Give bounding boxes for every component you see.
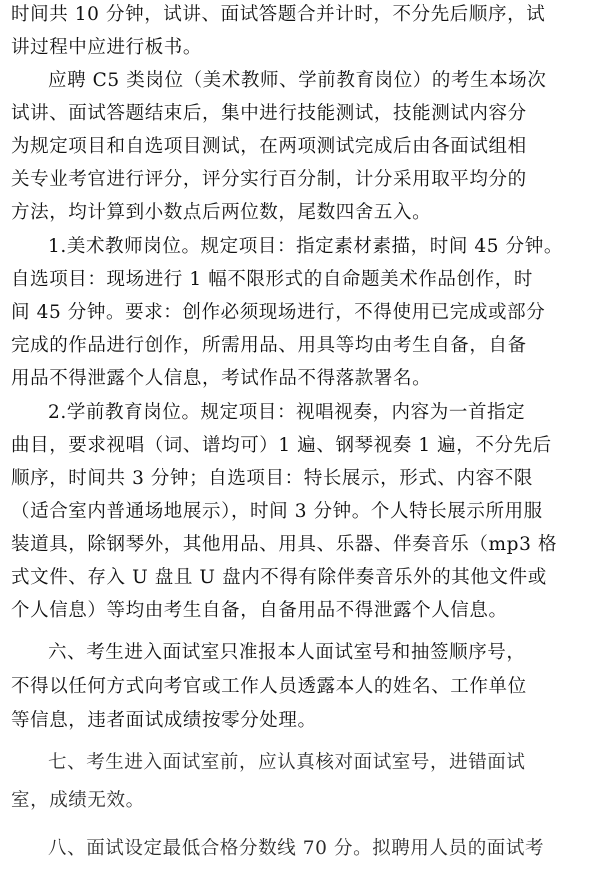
text-line: 式文件、存入 U 盘且 U 盘内不得有除伴奏音乐外的其他文件或 [11,567,547,588]
text-line: 不得以任何方式向考官或工作人员透露本人的姓名、工作单位 [11,676,527,697]
text-line: 间 45 分钟。要求：创作必须现场进行，不得使用已完成或部分 [11,302,546,323]
text-line: 装道具，除钢琴外，其他用品、用具、乐器、伴奏音乐（mp3 格 [11,534,558,555]
text-line: 七、考生进入面试室前，应认真核对面试室号，进错面试 [48,752,526,773]
text-line: 完成的作品进行创作，所需用品、用具等均由考生自备，自备 [11,335,527,356]
text-line: 关专业考官进行评分，评分实行百分制，计分采用取平均分的 [11,169,527,190]
text-line: 六、考生进入面试室只准报本人面试室号和抽签顺序号， [48,642,526,663]
text-line: 时间共 10 分钟，试讲、面试答题合并计时，不分先后顺序，试 [11,4,546,25]
text-line: 为规定项目和自选项目测试，在两项测试完成后由各面试组相 [11,136,527,157]
text-line: 自选项目：现场进行 1 幅不限形式的自命题美术作品创作，时 [11,269,533,290]
text-line: 1.美术教师岗位。规定项目：指定素材素描，时间 45 分钟。 [48,236,563,257]
text-line: 试讲、面试答题结束后，集中进行技能测试，技能测试内容分 [11,103,527,124]
text-line: 2.学前教育岗位。规定项目：视唱视奏，内容为一首指定 [48,402,526,423]
text-line: （适合室内普通场地展示），时间 3 分钟。个人特长展示所用服 [11,501,543,522]
text-line: 讲过程中应进行板书。 [11,37,203,58]
text-line: 用品不得泄露个人信息，考试作品不得落款署名。 [11,368,432,389]
text-line: 室，成绩无效。 [11,790,145,811]
text-line: 顺序，时间共 3 分钟；自选项目：特长展示，形式、内容不限 [11,468,533,489]
text-line: 方法，均计算到小数点后两位数，尾数四舍五入。 [11,202,432,223]
text-line: 曲目，要求视唱（词、谱均可）1 遍、钢琴视奏 1 遍，不分先后 [11,435,552,456]
text-line: 应聘 C5 类岗位（美术教师、学前教育岗位）的考生本场次 [48,70,547,91]
text-line: 等信息，违者面试成绩按零分处理。 [11,710,317,731]
text-line: 个人信息）等均由考生自备，自备用品不得泄露个人信息。 [11,600,508,621]
text-line: 八、面试设定最低合格分数线 70 分。拟聘用人员的面试考 [48,838,545,859]
